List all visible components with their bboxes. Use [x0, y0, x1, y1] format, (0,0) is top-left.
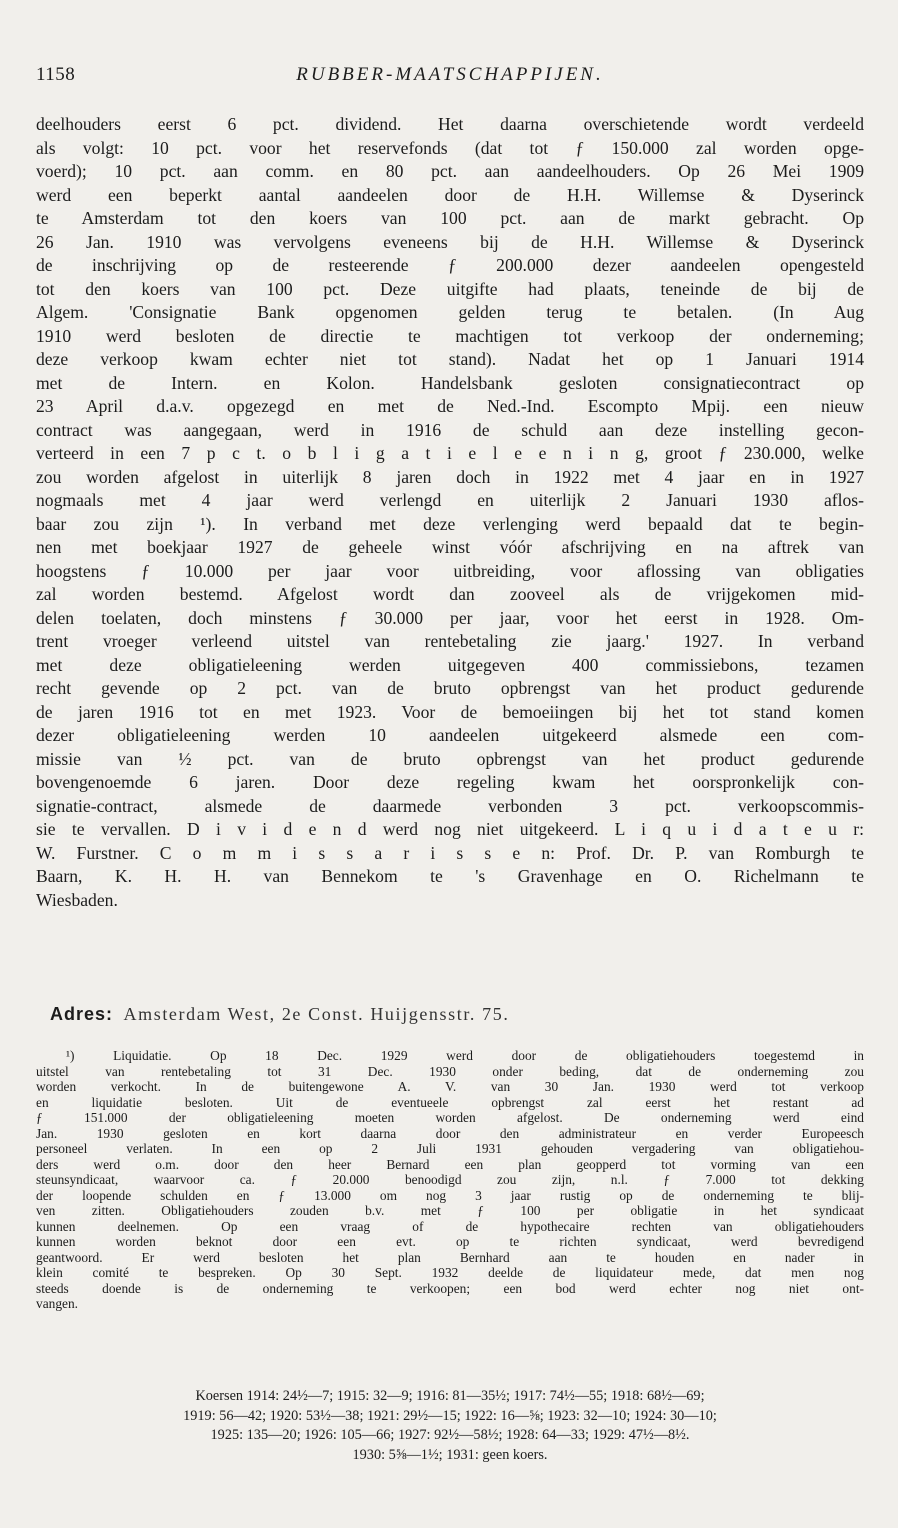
body-text-line: Baarn, K. H. H. van Bennekom te 's Gravenhage en O. Richelmann te	[36, 866, 864, 886]
running-title: RUBBER-MAATSCHAPPIJEN.	[296, 64, 604, 85]
body-text-line: deze verkoop kwam echter niet tot stand). Nadat het op 1 Januari 1914	[36, 349, 864, 369]
address-value: Amsterdam West, 2e Const. Huijgensstr. 75.	[123, 1004, 510, 1024]
price-history-line: 1930: 5⅝—1½; 1931: geen koers.	[352, 1446, 548, 1463]
body-text-line: 23 April d.a.v. opgezegd en met de Ned.-Ind. Escompto Mpij. een nieuw	[36, 396, 864, 416]
footnote-line: ven zitten. Obligatiehouders zouden b.v. met ƒ 100 per obligatie in het syndicaat	[36, 1203, 864, 1218]
body-text-line: 1910 werd besloten de directie te machtigen tot verkoop der onderneming;	[36, 325, 864, 346]
body-text-line: trent vroeger verleend uitstel van rentebetaling zie jaarg.' 1927. In verband	[36, 631, 864, 651]
body-text-line: met deze obligatieleening werden uitgegeven 400 commissiebons, tezamen	[36, 654, 864, 675]
page-number: 1158	[36, 64, 76, 85]
footnote-line: worden verkocht. In de buitengewone A. V. van 30 Jan. 1930 werd tot verkoop	[36, 1079, 864, 1094]
price-history-line: Koersen 1914: 24½—7; 1915: 32—9; 1916: 81—35½; 1917: 74½—55; 1918: 68½—69;	[195, 1388, 705, 1404]
footnote-line: der loopende schulden en ƒ 13.000 om nog 3 jaar rustig op de onderneming te blij-	[36, 1187, 864, 1203]
footnote-line: klein comité te bespreken. Op 30 Sept. 1932 deelde de liquidateur mede, dat men nog	[36, 1265, 864, 1280]
body-text	[36, 113, 864, 912]
body-text-line: zou worden afgelost in uiterlijk 8 jaren doch in 1922 met 4 jaar en in 1927	[36, 466, 864, 487]
footnote-line: steeds doende is de onderneming te verkoopen; een bod werd echter nog niet ont-	[36, 1280, 864, 1296]
body-text-line: met de Intern. en Kolon. Handelsbank gesloten consignatiecontract op	[36, 372, 864, 393]
body-text-line: te Amsterdam tot den koers van 100 pct. aan de markt gebracht. Op	[36, 208, 864, 228]
footnote-line: ¹) Liquidatie. Op 18 Dec. 1929 werd door de obligatiehouders toegestemd in	[66, 1048, 864, 1063]
body-text-line: Wiesbaden.	[36, 889, 118, 910]
body-text-line: dezer obligatieleening werden 10 aandeelen uitgekeerd alsmede een com-	[36, 725, 864, 745]
footnote-line: ders werd o.m. door den heer Bernard een plan geopperd tot vorming van een	[36, 1156, 864, 1172]
body-text-line: Algem. 'Consignatie Bank opgenomen gelden terug te betalen. (In Aug	[36, 302, 864, 322]
body-text-line: missie van ½ pct. van de bruto opbrengst van het product gedurende	[36, 748, 864, 769]
footnote-line: en liquidatie besloten. Uit de eventueele opbrengst zal eerst het restant ad	[36, 1094, 864, 1110]
body-text-line: nogmaals met 4 jaar werd verlengd en uiterlijk 2 Januari 1930 aflos-	[36, 490, 864, 510]
price-history-line: 1925: 135—20; 1926: 105—66; 1927: 92½—58½; 1928: 64—33; 1929: 47½—8½.	[210, 1427, 690, 1443]
body-text-line: de inschrijving op de resteerende ƒ 200.000 dezer aandeelen opengesteld	[36, 255, 864, 275]
body-text-line: contract was aangegaan, werd in 1916 de schuld aan deze instelling gecon-	[36, 419, 864, 440]
footnote-line: vangen.	[36, 1296, 79, 1311]
address-label: Adres:	[50, 1004, 114, 1024]
body-text-line: recht gevende op 2 pct. van de bruto opbrengst van het product gedurende	[36, 678, 864, 698]
footnote-line: personeel verlaten. In een op 2 Juli 1931 gehouden vergadering van obligatiehou-	[36, 1141, 864, 1156]
body-text-line: tot den koers van 100 pct. Deze uitgifte had plaats, teneinde de bij de	[36, 278, 864, 299]
body-text-line: nen met boekjaar 1927 de geheele winst vóór afschrijving en na aftrek van	[36, 537, 864, 557]
body-text-line: delen toelaten, doch minstens ƒ 30.000 per jaar, voor het eerst in 1928. Om-	[36, 607, 864, 628]
footnote-line: steunsyndicaat, waarvoor ca. ƒ 20.000 benoodigd zou zijn, n.l. ƒ 7.000 tot dekking	[36, 1172, 864, 1187]
body-text-line: als volgt: 10 pct. voor het reservefonds (dat tot ƒ 150.000 zal worden opge-	[36, 137, 864, 158]
footnote-line: ƒ 151.000 der obligatieleening moeten worden afgelost. De onderneming werd eind	[36, 1110, 864, 1125]
body-text-line: verteerd in een 7 p c t. o b l i g a t i e l e e n i n g, groot ƒ 230.000, welke	[36, 443, 864, 463]
footnote-line: kunnen deelnemen. Op een vraag of de hypothecaire rechten van obligatiehouders	[36, 1218, 864, 1234]
price-history	[36, 1387, 864, 1465]
address-line	[50, 1004, 509, 1025]
page-header	[36, 64, 864, 90]
body-text-line: de jaren 1916 tot en met 1923. Voor de bemoeiingen bij het tot stand komen	[36, 701, 864, 722]
body-text-line: 26 Jan. 1910 was vervolgens eveneens bij de H.H. Willemse & Dyserinck	[36, 231, 864, 252]
body-text-line: bovengenoemde 6 jaren. Door deze regeling kwam het oorspronkelijk con-	[36, 772, 864, 792]
body-text-line: voerd); 10 pct. aan comm. en 80 pct. aan aandeelhouders. Op 26 Mei 1909	[36, 161, 864, 181]
footnote-line: uitstel van rentebetaling tot 31 Dec. 1930 onder beding, dat de onderneming zou	[36, 1063, 864, 1079]
body-text-line: sie te vervallen. D i v i d e n d werd nog niet uitgekeerd. L i q u i d a t e u r:	[36, 819, 864, 839]
footnote-line: kunnen worden beknot door een evt. op te richten syndicaat, werd bevredigend	[36, 1234, 864, 1249]
body-text-line: zal worden bestemd. Afgelost wordt dan zooveel als de vrijgekomen mid-	[36, 584, 864, 604]
body-text-line: W. Furstner. C o m m i s s a r i s s e n: Prof. Dr. P. van Romburgh te	[36, 842, 864, 863]
body-text-line: baar zou zijn ¹). In verband met deze verlenging werd bepaald dat te begin-	[36, 513, 864, 534]
footnote-line: geantwoord. Er werd besloten het plan Bernhard aan te houden en nader in	[36, 1249, 864, 1265]
footnote	[36, 1048, 864, 1312]
body-text-line: deelhouders eerst 6 pct. dividend. Het daarna overschietende wordt verdeeld	[36, 114, 864, 134]
body-text-line: hoogstens ƒ 10.000 per jaar voor uitbreiding, voor aflossing van obligaties	[36, 560, 864, 581]
footnote-line: Jan. 1930 gesloten en kort daarna door den administrateur en verder Europeesch	[36, 1125, 864, 1141]
body-text-line: werd een beperkt aantal aandeelen door de H.H. Willemse & Dyserinck	[36, 184, 864, 205]
price-history-line: 1919: 56—42; 1920: 53½—38; 1921: 29½—15; 1922: 16—⅝; 1923: 32—10; 1924: 30—10;	[183, 1407, 717, 1424]
body-text-line: signatie-contract, alsmede de daarmede verbonden 3 pct. verkoopscommis-	[36, 795, 864, 816]
